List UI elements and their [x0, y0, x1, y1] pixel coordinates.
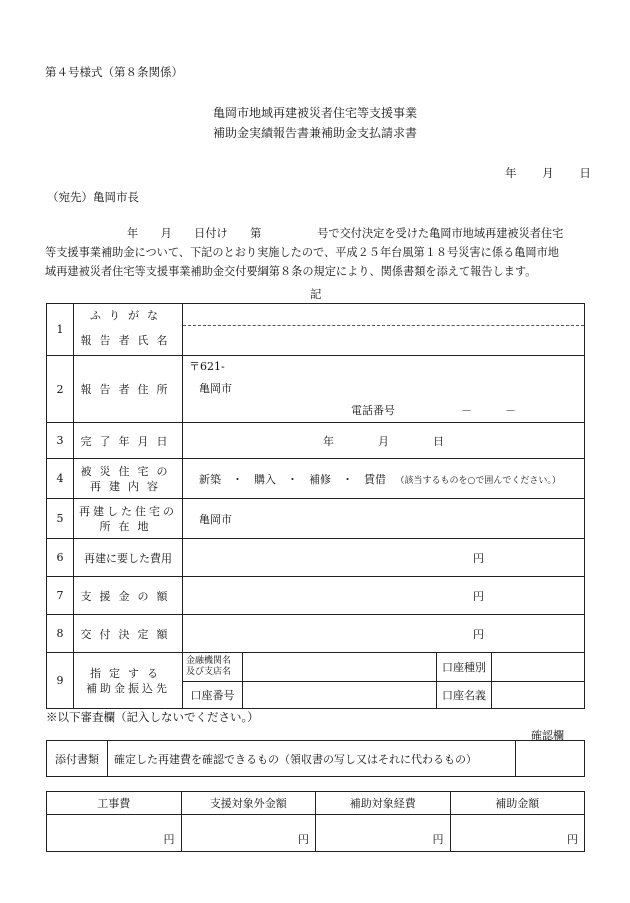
- account-type-field[interactable]: [492, 653, 585, 681]
- year-label: 年: [505, 166, 517, 180]
- reporter-address-field[interactable]: [183, 356, 585, 423]
- intro-paragraph: [45, 224, 590, 281]
- reporter-address-label: 報告者住所: [74, 356, 183, 423]
- confirm-label: 確認欄: [531, 729, 564, 742]
- ki-label: 記: [310, 287, 322, 301]
- row8-number: 8: [47, 615, 74, 653]
- report-table: [46, 303, 585, 709]
- intro-line-3: 域再建被災者住宅等支援事業補助金交付要綱第８条の規定により、関係書類を添えて報告します。: [45, 265, 537, 278]
- review-note: ※以下審査欄（記入しないでください。）: [46, 710, 259, 724]
- row1-number: 1: [47, 304, 74, 356]
- phone-label: 電話番号: [351, 404, 395, 417]
- address-city: 亀岡市: [199, 382, 232, 395]
- attachment-label: 添付書類: [47, 741, 108, 777]
- rebuilt-location-label: 再建した住宅の 所在地: [74, 499, 183, 539]
- rebuilt-location-field[interactable]: 亀岡市: [183, 499, 585, 539]
- account-number-label: 口座番号: [183, 681, 243, 708]
- reporter-name-label: 報告者氏名: [74, 326, 183, 356]
- eligible-cost-cell[interactable]: 円: [316, 815, 451, 852]
- row2-number: 2: [47, 356, 74, 423]
- postal-code: 〒621-: [189, 360, 225, 373]
- completion-date-field[interactable]: 年 月 日: [183, 423, 585, 459]
- day-label: 日: [579, 166, 591, 180]
- row5-number: 5: [47, 499, 74, 539]
- amount-table: [46, 791, 585, 852]
- transfer-account-field: [183, 653, 585, 709]
- account-name-field[interactable]: [492, 681, 585, 708]
- rebuild-content-label: 被災住宅の 再建内容: [74, 459, 183, 499]
- date-header: [505, 165, 591, 181]
- rebuild-options[interactable]: 新築 ・ 購入 ・ 補修 ・ 賃借: [199, 472, 386, 486]
- furigana-field[interactable]: [183, 304, 585, 326]
- intro-line-2: 等支援事業補助金について、下記のとおり実施したので、平成２５年台風第１８号災害に係る亀岡市地: [45, 246, 559, 259]
- attachment-text: 確定した再建費を確認できるもの（領収書の写し又はそれに代わるもの）: [108, 741, 516, 777]
- construction-cost-header: 工事費: [47, 792, 182, 815]
- addressee: （宛先）亀岡市長: [47, 190, 139, 204]
- eligible-cost-header: 補助対象経費: [316, 792, 451, 815]
- rebuild-content-field[interactable]: [183, 459, 585, 499]
- form-number: 第４号様式（第８条関係）: [45, 65, 183, 79]
- transfer-account-label: 指定する 補助金振込先: [74, 653, 183, 709]
- row7-number: 7: [47, 577, 74, 615]
- row6-number: 6: [47, 539, 74, 577]
- construction-cost-cell[interactable]: 円: [47, 815, 182, 852]
- attachment-table: [46, 740, 585, 777]
- account-type-label: 口座種別: [437, 653, 492, 681]
- title-line-2: 補助金実績報告書兼補助金支払請求書: [212, 126, 417, 140]
- row9-number: 9: [47, 653, 74, 709]
- bank-name-field[interactable]: [243, 653, 437, 681]
- phone-dashes: － －: [461, 404, 516, 417]
- grant-amount-header: 補助金額: [450, 792, 585, 815]
- reporter-name-field[interactable]: [183, 326, 585, 356]
- grant-amount-cell[interactable]: 円: [450, 815, 585, 852]
- support-amount-label: 支援金の額: [74, 577, 183, 615]
- account-name-label: 口座名義: [437, 681, 492, 708]
- non-eligible-amount-cell[interactable]: 円: [181, 815, 316, 852]
- non-eligible-amount-header: 支援対象外金額: [181, 792, 316, 815]
- month-label: 月: [542, 166, 554, 180]
- furigana-label: ふりがな: [74, 304, 183, 326]
- account-number-field[interactable]: [243, 681, 437, 708]
- bank-name-label: 金融機関名 及び支店名: [183, 653, 243, 681]
- rebuild-cost-label: 再建に要した費用: [74, 539, 183, 577]
- intro-line-1: 年 月 日付け 第 号で交付決定を受けた亀岡市地域再建被災者住宅: [127, 227, 564, 240]
- title-line-1: 亀岡市地域再建被災者住宅等支援事業: [212, 106, 417, 120]
- grant-decision-label: 交付決定額: [74, 615, 183, 653]
- support-amount-field[interactable]: 円: [183, 577, 585, 615]
- completion-date-label: 完了年月日: [74, 423, 183, 459]
- rebuild-cost-field[interactable]: 円: [183, 539, 585, 577]
- row4-number: 4: [47, 459, 74, 499]
- rebuild-note: （該当するものを○で囲んでください。）: [395, 475, 561, 486]
- grant-decision-field[interactable]: 円: [183, 615, 585, 653]
- confirm-box[interactable]: [516, 741, 585, 777]
- row3-number: 3: [47, 423, 74, 459]
